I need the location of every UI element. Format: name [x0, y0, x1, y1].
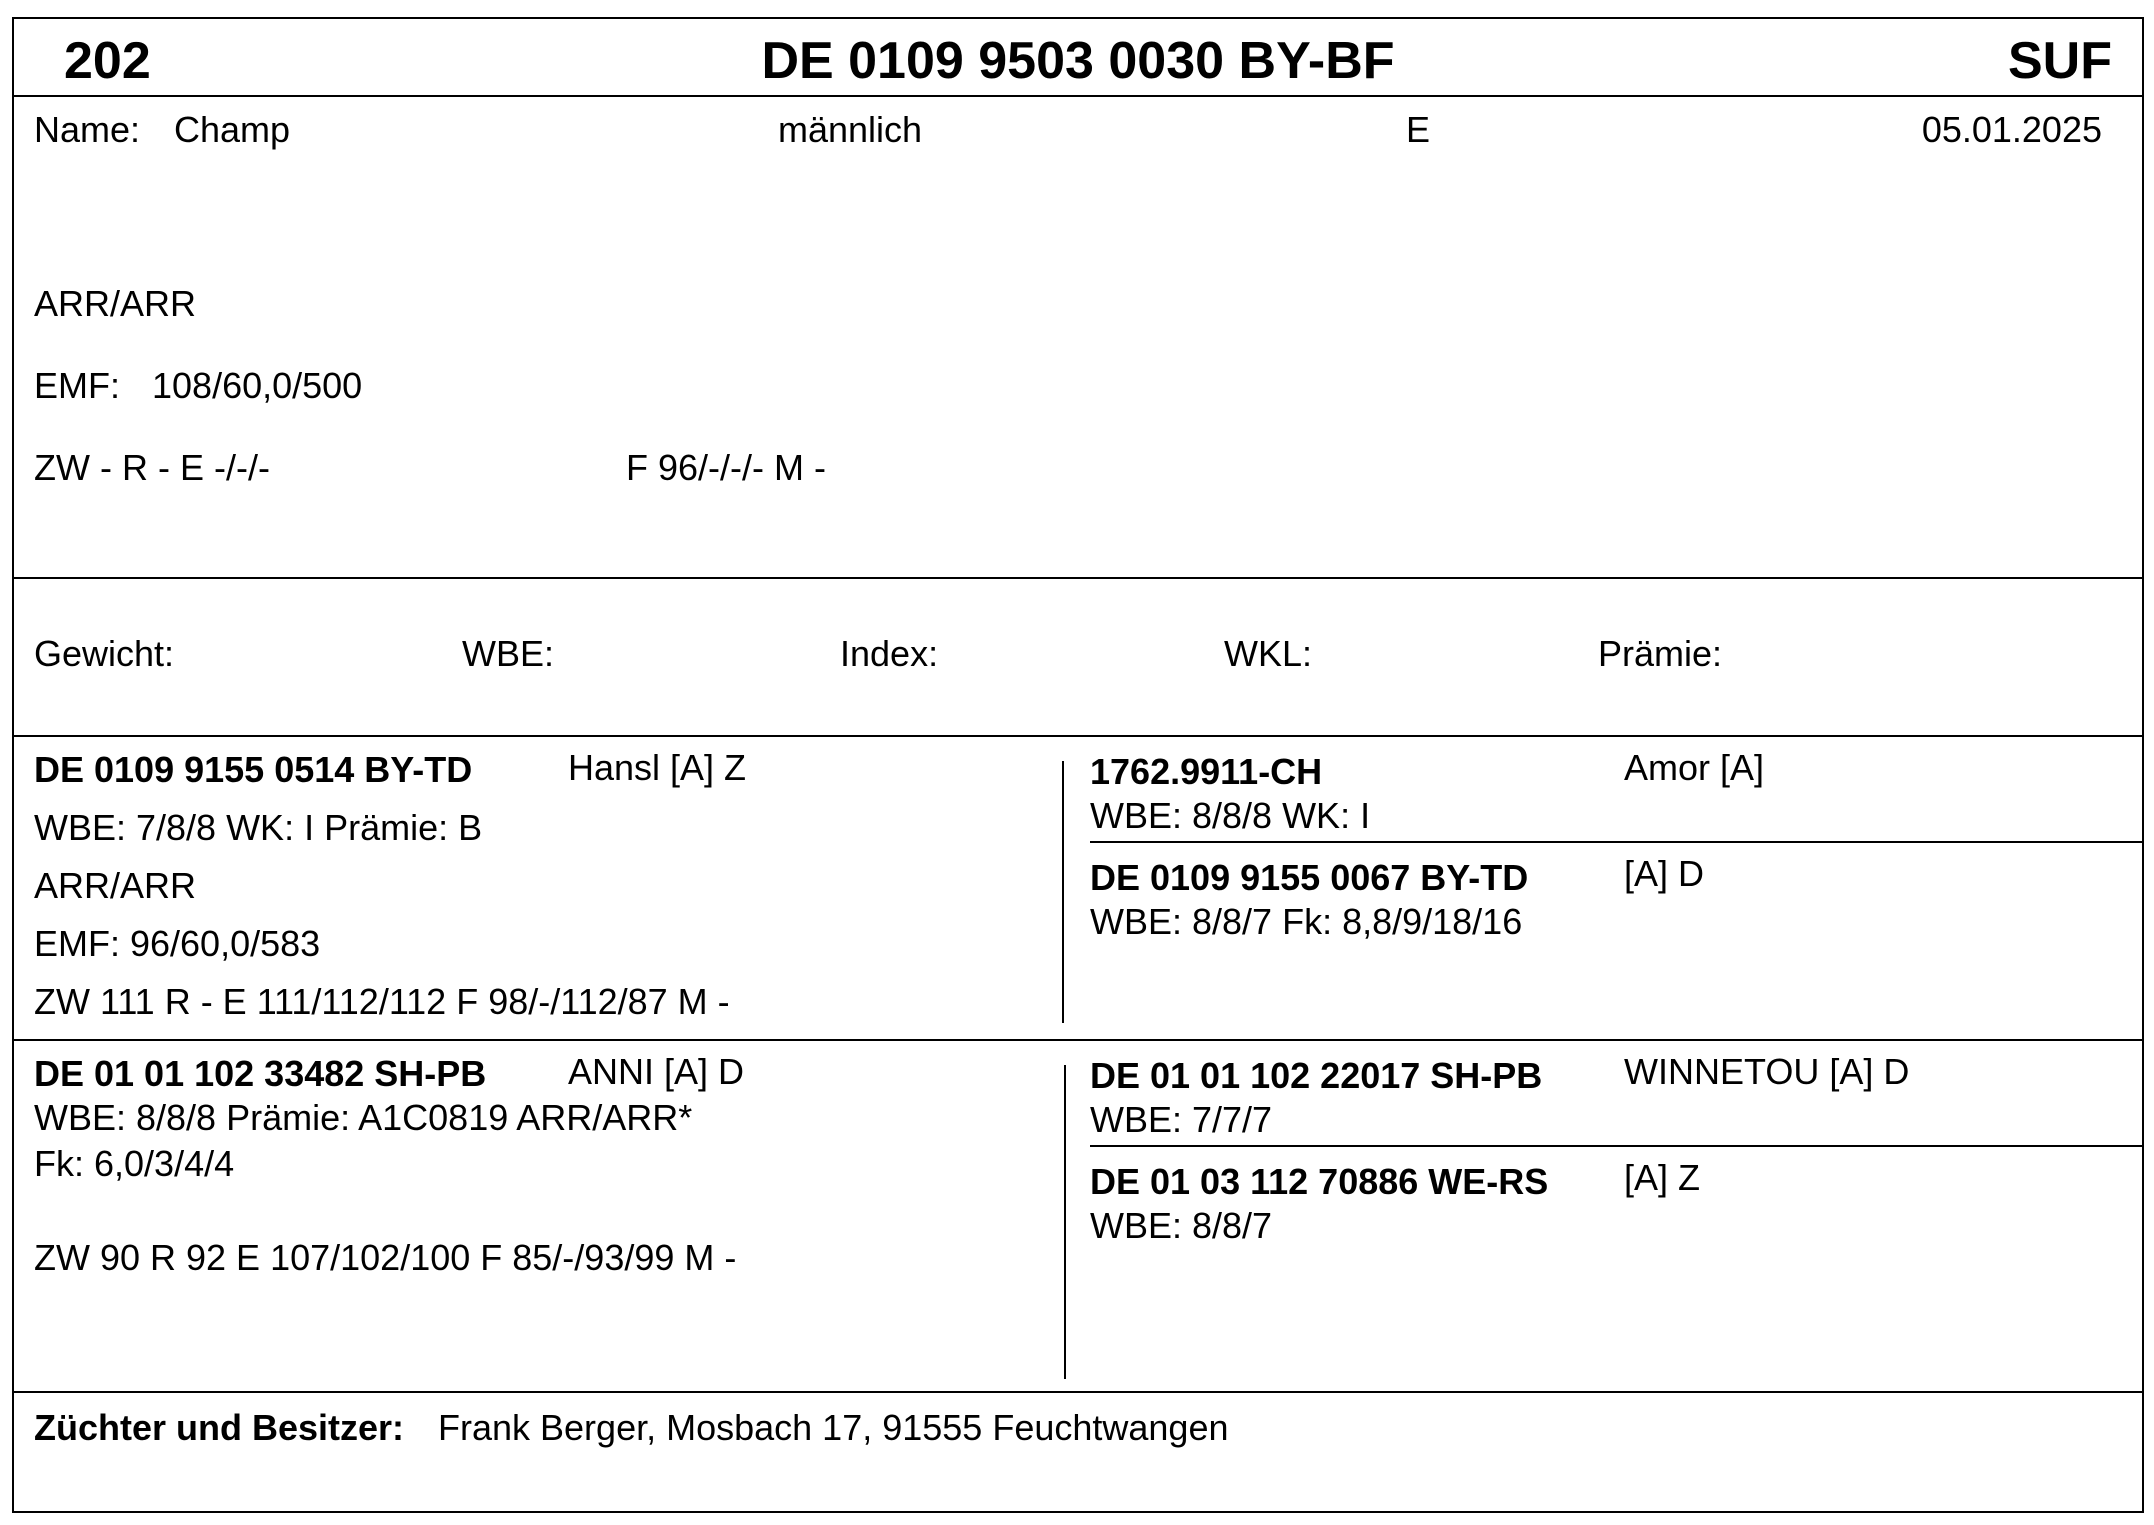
- wkl-label: WKL:: [1224, 633, 1313, 674]
- divider-evaluation: [14, 735, 2142, 737]
- sire-wbe: WBE: 7/8/8 WK: I Prämie: B: [34, 807, 483, 848]
- sire-dam-name: [A] D: [1624, 853, 1705, 894]
- sire-emf: EMF: 96/60,0/583: [34, 923, 321, 964]
- sire-zw: ZW 111 R - E 111/112/112 F 98/-/112/87 M -: [34, 981, 730, 1022]
- animal-class: E: [1406, 109, 1431, 150]
- divider-sire-parents: [1090, 841, 2142, 843]
- dam-sire-wbe: WBE: 7/7/7: [1090, 1099, 1273, 1140]
- dam-wbe: WBE: 8/8/8 Prämie: A1C0819 ARR/ARR*: [34, 1097, 693, 1138]
- premium-label: Prämie:: [1598, 633, 1723, 674]
- divider-header: [14, 95, 2142, 97]
- dam-fk: Fk: 6,0/3/4/4: [34, 1143, 235, 1184]
- sire-dam-wbe: WBE: 8/8/7 Fk: 8,8/9/18/16: [1090, 901, 1523, 942]
- dam-name: ANNI [A] D: [568, 1051, 745, 1092]
- dam-dam-name: [A] Z: [1624, 1157, 1701, 1198]
- divider-sire: [14, 1039, 2142, 1041]
- sire-dam-id: DE 0109 9155 0067 BY-TD: [1090, 857, 1529, 898]
- pedigree-card: [12, 17, 2144, 1513]
- animal-name: Champ: [174, 109, 291, 150]
- sire-genotype: ARR/ARR: [34, 865, 197, 906]
- sire-sire-id: 1762.9911-CH: [1090, 751, 1323, 792]
- breed-code: SUF: [2008, 32, 2112, 90]
- fm-values: F 96/-/-/- M -: [626, 447, 826, 488]
- dam-sire-id: DE 01 01 102 22017 SH-PB: [1090, 1055, 1543, 1096]
- emf-label: EMF:: [34, 365, 120, 406]
- dam-dam-wbe: WBE: 8/8/7: [1090, 1205, 1273, 1246]
- name-label: Name:: [34, 109, 141, 150]
- breeding-values: ZW - R - E -/-/-: [34, 447, 270, 488]
- divider-sire-column: [1062, 761, 1064, 1023]
- dam-dam-id: DE 01 03 112 70886 WE-RS: [1090, 1161, 1549, 1202]
- sire-id: DE 0109 9155 0514 BY-TD: [34, 749, 473, 790]
- weight-label: Gewicht:: [34, 633, 175, 674]
- dam-zw: ZW 90 R 92 E 107/102/100 F 85/-/93/99 M -: [34, 1237, 737, 1278]
- emf-value: 108/60,0/500: [152, 365, 363, 406]
- record-date: 05.01.2025: [1921, 109, 2102, 150]
- dam-id: DE 01 01 102 33482 SH-PB: [34, 1053, 487, 1094]
- divider-info: [14, 577, 2142, 579]
- animal-id: DE 0109 9503 0030 BY-BF: [761, 32, 1395, 90]
- breeder-value: Frank Berger, Mosbach 17, 91555 Feuchtwangen: [438, 1407, 1229, 1448]
- index-label: Index:: [840, 633, 939, 674]
- animal-genotype: ARR/ARR: [34, 283, 197, 324]
- card-number: 202: [64, 32, 151, 90]
- divider-dam-parents: [1090, 1145, 2142, 1147]
- sire-sire-wbe: WBE: 8/8/8 WK: I: [1090, 795, 1371, 836]
- dam-sire-name: WINNETOU [A] D: [1624, 1051, 1910, 1092]
- sire-sire-name: Amor [A]: [1624, 747, 1765, 788]
- sire-name: Hansl [A] Z: [568, 747, 747, 788]
- divider-dam-column: [1064, 1065, 1066, 1379]
- divider-dam: [14, 1391, 2142, 1393]
- breeder-label: Züchter und Besitzer:: [34, 1407, 405, 1448]
- wbe-label: WBE:: [462, 633, 555, 674]
- animal-sex: männlich: [778, 109, 923, 150]
